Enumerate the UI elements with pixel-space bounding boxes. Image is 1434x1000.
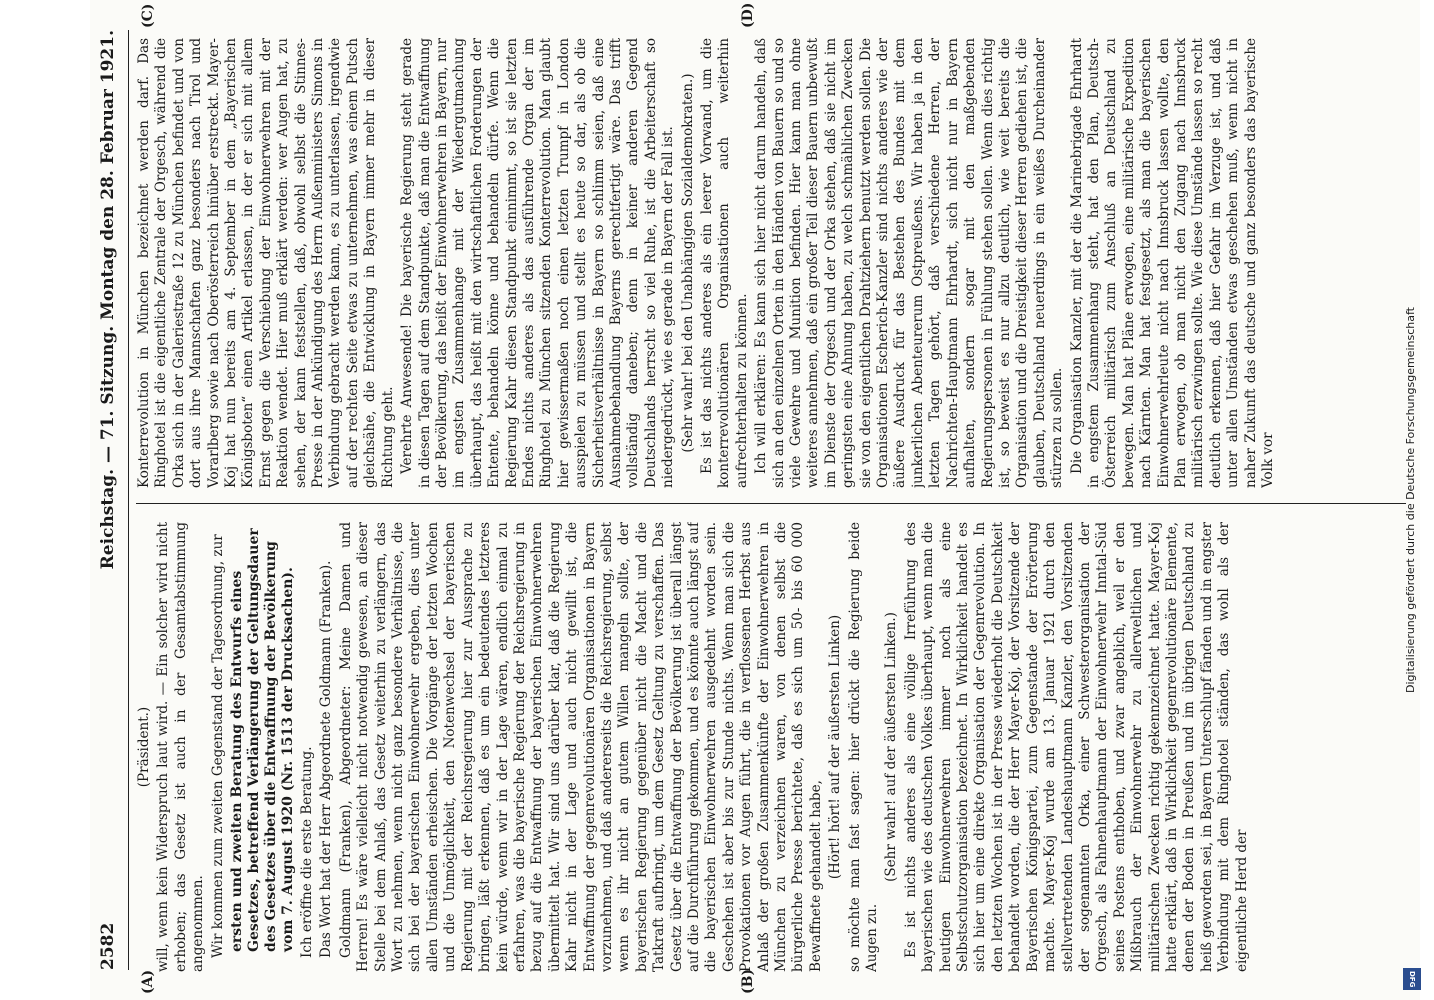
margin-mark-d: (D) (740, 2, 756, 28)
page-title: Reichstag. — 71. Sitzung. Montag den 28. Februar 1921. (98, 30, 118, 570)
agenda-item: ersten und zweiten Beratung des Entwurfs eines Gesetzes, betreffend Verlängerung der Geltungsdauer des Gesetzes über die Entwaffnung der Bevölkerung vom 7. August 1920 (Nr. 1513 der Drucksachen). (229, 528, 297, 952)
margin-mark-b: (B) (740, 968, 756, 994)
paragraph: Es ist nichts anderes als eine völlige Irreführung des bayerischen wie des deutschen Volkes überhaupt, wenn man die heutigen Einwohnerwehren immer noch als eine Selbstschutzorganisation bezeichnet. In Wirklichkeit handelt es sich hier um eine direkte Organisation der Gegenrevolution. In den letzten Wochen ist in der Presse wiederholt die Deutschkeit behandelt worden, die der Herr Mayer-Koj, der Vorsitzende der Bayerischen Königspartei, zum Gegenstande der Erörterung machte. Mayer-Koj wurde am 13. Januar 1921 durch den stellvertretenden Landeshauptmann Kanzler, den Vorsitzenden der sogenannten Orka, einer Schwesterorganisation der Orgesch, als Fahnenhauptmann der Einwohnerwehr Inntal-Süd seines Postens enthoben, und zwar angeblich, weil er den Mißbrauch der Einwohnerwehr zu allerweltlichen und militärischen Zwecken richtig gekennzeichnet hatte. Mayer-Koj hatte erklärt, daß in Wirklichkeit gegenrevolutionäre Elemente, denen der Boden in Preußen und im übrigen Deutschland zu heiß geworden sei, in Bayern Unterschlupf fänden und in engster Verbindung mit dem Ringhotel ständen, das wohl als der eigentliche Herd der (902, 522, 1250, 972)
paragraph: Konterrevolution in München bezeichnet werden darf. Das Ringhotel ist die eigentliche Zentrale der Orgesch, während die Orka sich in der Galeriestraße 12 zu München befindet und von dort aus ihre Mannschaften ganz besonders nach Tirol und Vorarlberg sowie nach Oberösterreich hinüber erstreckt. Mayer-Koj hat nun bereits am 4. September in dem „Bayerischen Königsboten“ einen Artikel erlassen, in der er sich mit allem Ernst gegen die Verschiebung der Einwohnerwehren mit der Reaktion wendet. Hier muß erklärt werden: wer Augen hat, zu sehen, der kann feststellen, daß, obwohl selbst die Stinnes-Presse in der Ankündigung des Herrn Außenministers Simons in Verbindung gebracht werden kann, es zu unterlassen, irgendwie auf der rechten Seite etwas zu unternehmen, was einem Putsch gleichsähe, die Entwicklung in Bayern immer mehr in dieser Richtung geht. (136, 38, 396, 488)
page-number: 2582 (98, 922, 118, 970)
interjection: (Sehr wahr! bei den Unabhängigen Sozialdemokraten.) (679, 73, 696, 453)
interjection: (Hört! hört! auf der äußersten Linken) (827, 614, 844, 880)
digitization-note (1400, 30, 1422, 970)
paragraph: Wir kommen zum zweiten Gegenstand der Tagesordnung, zur (209, 534, 226, 958)
digitization-note-text: Digitalisierung gefördert durch die Deutsche Forschungsgemeinschaft (1404, 307, 1417, 693)
paragraph: Ich will erklären: Es kann sich hier nicht darum handeln, daß sich an den einzelnen Orten in den Händen von Bauern so und so viele Gewehre und Munition befinden. Hier kann man ohne weiteres annehmen, daß ein großer Teil dieser Bauern unbewußt im Dienste der Orgesch und der Orka stehen, daß sie nicht im geringsten eine Ahnung haben, zu welch schmählichen Zwecken sie von den eigentlichen Drahtziehern benutzt werden sollen. Die Organisationen Escherich-Kanzler sind nichts anderes wie der äußere Ausdruck für das Bestehen des Bundes mit dem junkerlichen Abenteurerum Ostpreußens. Wir haben ja in den letzten Tagen gehört, daß verschiedene Herren, der Nachrichten-Hauptmann Ehrhardt, sich nicht nur in Bayern aufhalten, sondern sogar mit den maßgebenden Regierungspersonen in Fühlung stehen sollen. Wenn dies richtig ist, so beweist es nur allzu deutlich, wie weit bereits die Organisation und die Dreistigkeit dieser Herren gediehen ist, die glauben, Deutschland neuerdings in ein weißes Durcheinander stürzen zu sollen. (753, 38, 1066, 488)
interjection: (Sehr wahr! auf der äußersten Linken.) (883, 612, 900, 882)
speech-paragraph: Goldmann (Franken), Abgeordneter: Meine Damen und Herren! Es wäre vielleicht nicht notwendig gewesen, an dieser Stelle bei dem Anlaß, das Gesetz weiterhin zu verlängern, das Wort zu nehmen, wenn nicht ganz besondere Verhältnisse, die sich bei der bayerischen Einwohnerwehr ergeben, dies unter allen Umständen erheischen. Die Vorgänge der letzten Wochen und die Unmöglichkeit, den Notenwechsel der bayerischen Regierung mit der Reichsregierung hier zur Aussprache zu bringen, läßt erkennen, daß es um ein bedeutendes letzteres kein würde, wenn wir in der Lage wären, endlich einmal zu erfahren, was die bayerische Regierung der Reichsregierung in bezug auf die Entwaffnung der bayerischen Einwohnerwehren übermittelt hat. Wir sind uns darüber klar, daß die Regierung Kahr nicht in der Lage und auch nicht gewillt ist, die Entwaffnung der gegenrevolutionären Organisationen in Bayern vorzunehmen, und daß andererseits die Reichsregierung, selbst wenn es ihr nicht an gutem Willen mangeln sollte, der bayerischen Regierung gegenüber nicht die Macht und die Tatkraft aufbringt, um dem Gesetz Geltung zu verschaffen. Das Gesetz über die Entwaffnung der Bevölkerung ist überall längst auf die Durchführung gekommen, und es könnte auch längst auf die bayerischen Einwohnerwehren ausgedehnt worden sein. Geschehen ist aber bis zur Stunde nichts. Wenn man sich die Provokationen vor Augen führt, die in verflossenen Herbst aus Anlaß der großen Zusammenkünfte der Einwohnerwehren in München zu verzeichnen waren, von denen selbst die bürgerliche Presse berichtete, daß es sich um 50- bis 60 000 Bewaffnete gehandelt habe, (337, 522, 824, 972)
paragraph: Die Organisation Kanzler, mit der die Marinebrigade Ehrhardt in engstem Zusammenhang steht, hat den Plan, Deutsch-Österreich militärisch zum Anschluß an Deutschland zu bewegen. Man hat Pläne erwogen, eine militärische Expedition nach Kärnten. Man hat festgesetzt, als man die bayerischen Einwohnerwehrleute nicht nach Innsbruck lassen wollte, den Plan erwogen, ob man nicht den Zugang nach Innsbruck militärisch erzwingen sollte. Wie diese Umstände lassen so recht deutlich erkennen, daß hier Gefahr im Verzuge ist, und daß unter allen Umständen etwas geschehen muß, wenn nicht in naher Zukunft das deutsche und ganz besonders das bayerische Volk vor (1068, 38, 1276, 488)
paragraph: will, wenn kein Widerspruch laut wird. — Ein solcher wird nicht erhoben; das Gesetz ist auch in der Gesamtabstimmung angenommen. (155, 522, 207, 972)
margin-mark-a: (A) (140, 969, 156, 994)
paragraph: so möchte man fast sagen: hier drückt die Regierung beide Augen zu. (846, 522, 881, 972)
page-header (98, 30, 129, 970)
paragraph: Es ist das nichts anderes als ein leerer Vorwand, um die konterrevolutionären Organisationen auch weiterhin aufrechterhalten zu können. (699, 38, 750, 488)
paragraph: Das Wort hat der Herr Abgeordnete Goldmann (Franken). (318, 560, 335, 958)
paragraph: Ich eröffne die erste Beratung. (299, 746, 316, 958)
margin-mark-c: (C) (140, 3, 156, 28)
paragraph: Verehrte Anwesende! Die bayerische Regierung steht gerade in diesen Tagen auf dem Standpunkte, daß man die Entwaffnung der Bevölkerung, das heißt der Einwohnerwehren in Bayern, nur im engsten Zusammenhange mit der Wiedergutmachung überhaupt, das heißt mit den wirtschaftlichen Forderungen der Entente, behandeln könne und behandeln dürfe. Wenn die Regierung Kahr diesen Standpunkt einnimmt, so ist sie letzten Endes nichts anderes als das ausführende Organ der im Ringhotel zu München sitzenden Konterrevolution. Man glaubt hier gewissermaßen noch einen letzten Trumpf in London ausspielen zu müssen und stellt es heute so dar, als ob die Sicherheitsverhältnisse in Bayern so schlimm seien, daß eine Ausnahmebehandlung Bayerns gerechtfertigt wäre. Das trifft vollständig daneben; denn in keiner anderen Gegend Deutschlands herrscht so viel Ruhe, ist die Arbeiterschaft so niedergedrückt, wie es gerade in Bayern der Fall ist. (399, 38, 677, 488)
speaker-tag: (Präsident.) (136, 706, 152, 788)
right-column (136, 38, 1406, 488)
column-divider (136, 503, 1406, 504)
rotated-page (90, 0, 1420, 1000)
left-column (136, 522, 1406, 972)
dfg-logo-icon: DFG (1403, 968, 1421, 990)
